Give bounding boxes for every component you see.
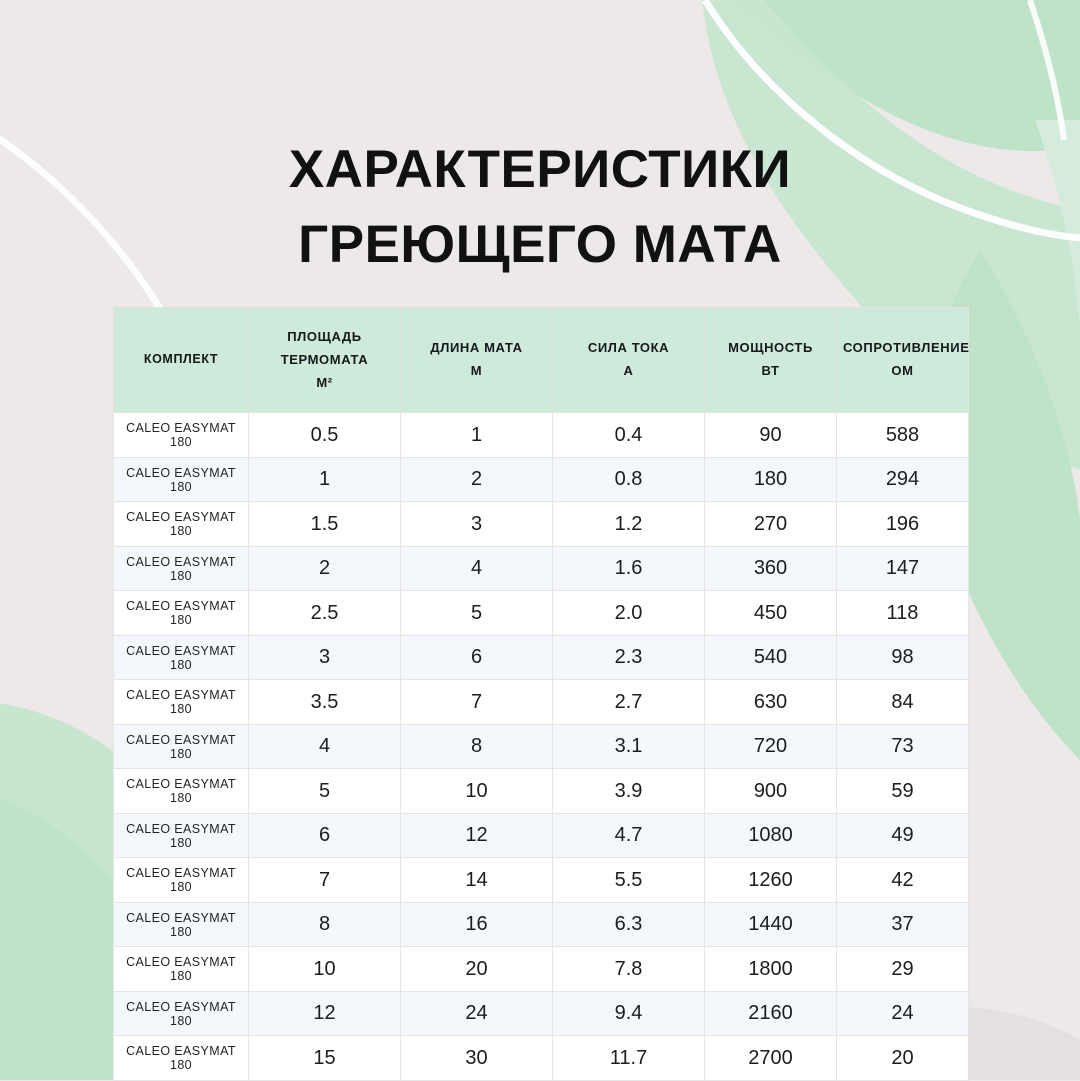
table-row [114, 769, 969, 814]
column-header-current-label: СИЛА ТОКА [587, 340, 670, 356]
column-header-current [553, 308, 705, 413]
cell-kit: CALEO EASYMAT 180 [114, 769, 249, 814]
cell-resistance: 147 [837, 546, 969, 591]
cell-kit: CALEO EASYMAT 180 [114, 858, 249, 903]
cell-kit: CALEO EASYMAT 180 [114, 724, 249, 769]
column-header-power-label: МОЩНОСТЬ [728, 340, 813, 356]
cell-current: 9.4 [553, 991, 705, 1036]
cell-resistance: 588 [837, 413, 969, 458]
cell-kit: CALEO EASYMAT 180 [114, 591, 249, 636]
cell-area: 6 [249, 813, 401, 858]
cell-power: 2700 [705, 1036, 837, 1081]
table-header-row [114, 308, 969, 413]
cell-length: 16 [401, 902, 553, 947]
cell-current: 0.4 [553, 413, 705, 458]
cell-current: 2.7 [553, 680, 705, 725]
cell-power: 1800 [705, 947, 837, 992]
cell-power: 360 [705, 546, 837, 591]
cell-current: 3.9 [553, 769, 705, 814]
table-row [114, 591, 969, 636]
table-header [114, 308, 969, 413]
cell-power: 1260 [705, 858, 837, 903]
cell-kit: CALEO EASYMAT 180 [114, 991, 249, 1036]
column-header-length-label: ДЛИНА МАТА [430, 340, 523, 356]
cell-resistance: 42 [837, 858, 969, 903]
cell-resistance: 24 [837, 991, 969, 1036]
cell-length: 6 [401, 635, 553, 680]
column-header-area-unit: М² [316, 374, 333, 390]
cell-current: 5.5 [553, 858, 705, 903]
column-header-resistance [837, 308, 969, 413]
table-row [114, 546, 969, 591]
page-title-line-1: ХАРАКТЕРИСТИКИ [288, 139, 792, 199]
table-row [114, 813, 969, 858]
cell-area: 0.5 [249, 413, 401, 458]
table-row [114, 902, 969, 947]
cell-current: 7.8 [553, 947, 705, 992]
cell-power: 180 [705, 457, 837, 502]
cell-length: 20 [401, 947, 553, 992]
cell-resistance: 98 [837, 635, 969, 680]
cell-length: 14 [401, 858, 553, 903]
cell-power: 1440 [705, 902, 837, 947]
cell-power: 1080 [705, 813, 837, 858]
cell-kit: CALEO EASYMAT 180 [114, 680, 249, 725]
cell-area: 3.5 [249, 680, 401, 725]
cell-area: 2 [249, 546, 401, 591]
cell-resistance: 118 [837, 591, 969, 636]
cell-length: 2 [401, 457, 553, 502]
table-row [114, 991, 969, 1036]
cell-length: 5 [401, 591, 553, 636]
cell-length: 3 [401, 502, 553, 547]
column-header-resistance-label: СОПРОТИВЛЕНИЕ [843, 340, 970, 356]
cell-resistance: 294 [837, 457, 969, 502]
cell-area: 12 [249, 991, 401, 1036]
cell-area: 2.5 [249, 591, 401, 636]
cell-current: 6.3 [553, 902, 705, 947]
cell-power: 720 [705, 724, 837, 769]
cell-resistance: 73 [837, 724, 969, 769]
cell-length: 12 [401, 813, 553, 858]
cell-length: 24 [401, 991, 553, 1036]
cell-area: 3 [249, 635, 401, 680]
cell-resistance: 59 [837, 769, 969, 814]
table-body [114, 413, 969, 1081]
cell-kit: CALEO EASYMAT 180 [114, 813, 249, 858]
cell-length: 8 [401, 724, 553, 769]
cell-resistance: 84 [837, 680, 969, 725]
table-row [114, 635, 969, 680]
cell-current: 2.0 [553, 591, 705, 636]
table-row [114, 724, 969, 769]
cell-area: 1.5 [249, 502, 401, 547]
cell-power: 900 [705, 769, 837, 814]
table-row [114, 413, 969, 458]
cell-current: 1.2 [553, 502, 705, 547]
table-row [114, 680, 969, 725]
cell-length: 7 [401, 680, 553, 725]
table-row [114, 457, 969, 502]
cell-power: 90 [705, 413, 837, 458]
cell-power: 630 [705, 680, 837, 725]
column-header-power-unit: ВТ [761, 363, 780, 379]
table-row [114, 947, 969, 992]
table-row [114, 1036, 969, 1081]
column-header-length [401, 308, 553, 413]
specifications-table-wrapper [113, 307, 968, 1081]
cell-kit: CALEO EASYMAT 180 [114, 947, 249, 992]
cell-kit: CALEO EASYMAT 180 [114, 457, 249, 502]
cell-kit: CALEO EASYMAT 180 [114, 413, 249, 458]
cell-resistance: 20 [837, 1036, 969, 1081]
cell-area: 8 [249, 902, 401, 947]
cell-current: 11.7 [553, 1036, 705, 1081]
column-header-area-label: ПЛОЩАДЬ ТЕРМОМАТА [280, 329, 369, 367]
cell-area: 7 [249, 858, 401, 903]
column-header-area [249, 308, 401, 413]
cell-length: 10 [401, 769, 553, 814]
cell-power: 270 [705, 502, 837, 547]
cell-area: 15 [249, 1036, 401, 1081]
specifications-table [113, 307, 969, 1081]
cell-current: 0.8 [553, 457, 705, 502]
cell-power: 540 [705, 635, 837, 680]
column-header-kit-label: КОМПЛЕКТ [143, 352, 219, 367]
cell-current: 2.3 [553, 635, 705, 680]
cell-kit: CALEO EASYMAT 180 [114, 902, 249, 947]
page-title-line-2: ГРЕЮЩЕГО МАТА [298, 214, 782, 274]
cell-length: 30 [401, 1036, 553, 1081]
cell-area: 4 [249, 724, 401, 769]
cell-kit: CALEO EASYMAT 180 [114, 1036, 249, 1081]
table-row [114, 858, 969, 903]
column-header-power [705, 308, 837, 413]
cell-resistance: 37 [837, 902, 969, 947]
cell-kit: CALEO EASYMAT 180 [114, 502, 249, 547]
page-title [0, 132, 1080, 283]
cell-kit: CALEO EASYMAT 180 [114, 635, 249, 680]
table-row [114, 502, 969, 547]
column-header-resistance-unit: ОМ [891, 363, 914, 379]
cell-area: 10 [249, 947, 401, 992]
cell-length: 4 [401, 546, 553, 591]
cell-area: 1 [249, 457, 401, 502]
column-header-length-unit: М [470, 363, 483, 379]
cell-resistance: 196 [837, 502, 969, 547]
cell-power: 2160 [705, 991, 837, 1036]
cell-length: 1 [401, 413, 553, 458]
column-header-current-unit: А [623, 363, 634, 379]
cell-current: 1.6 [553, 546, 705, 591]
cell-current: 4.7 [553, 813, 705, 858]
column-header-kit [114, 308, 249, 413]
cell-current: 3.1 [553, 724, 705, 769]
cell-resistance: 49 [837, 813, 969, 858]
cell-resistance: 29 [837, 947, 969, 992]
cell-area: 5 [249, 769, 401, 814]
cell-kit: CALEO EASYMAT 180 [114, 546, 249, 591]
cell-power: 450 [705, 591, 837, 636]
